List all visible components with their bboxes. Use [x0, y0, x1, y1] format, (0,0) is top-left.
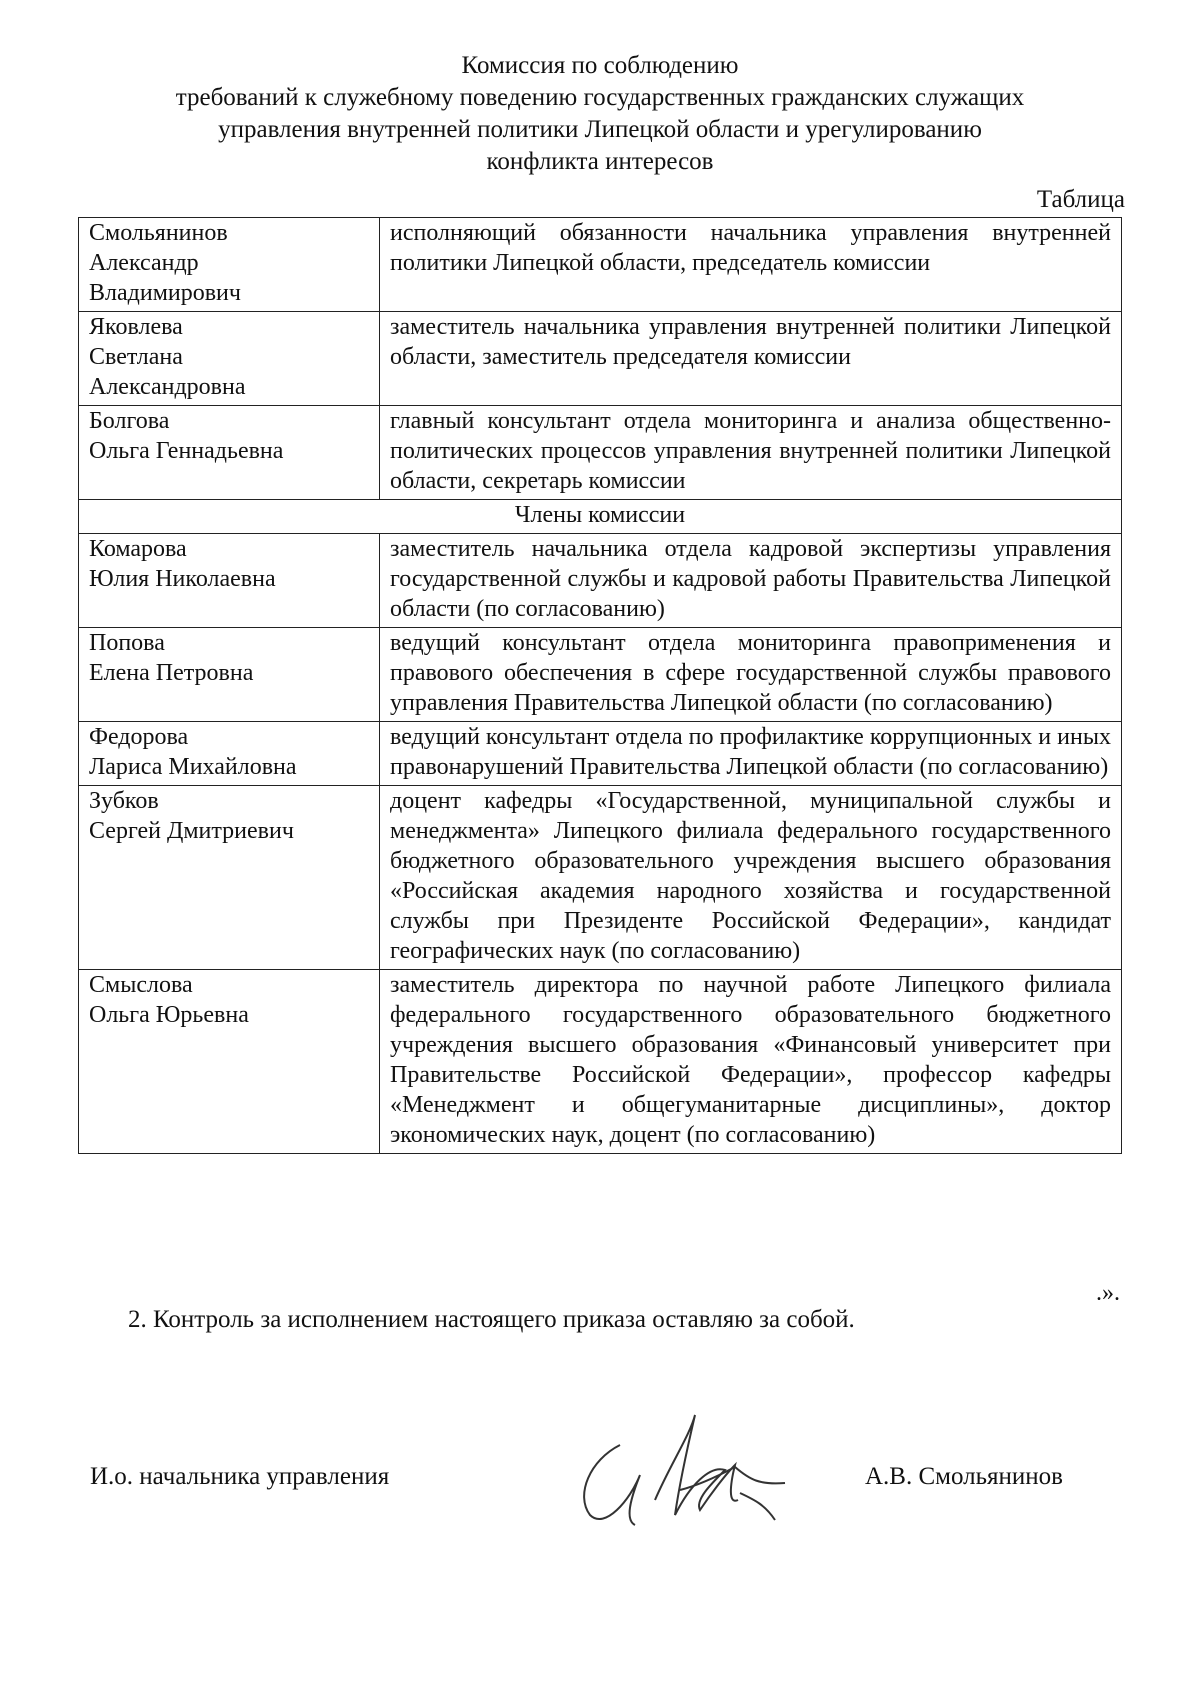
signer-name: А.В. Смольянинов — [865, 1463, 1063, 1490]
member-name: Смольянинов Александр Владимирович — [79, 218, 380, 312]
table-row — [79, 786, 1122, 970]
table-row — [79, 970, 1122, 1154]
members-heading: Члены комиссии — [79, 500, 1122, 534]
table-row — [79, 534, 1122, 628]
title-line-3: управления внутренней политики Липецкой области и урегулированию — [218, 116, 982, 143]
member-role: ведущий консультант отдела мониторинга правоприменения и правового обеспечения в сфере государственной службы правового управления Правительства Липецкой области (по согласованию) — [380, 628, 1122, 722]
member-name: Смыслова Ольга Юрьевна — [79, 970, 380, 1154]
closing-quote: .». — [1096, 1280, 1120, 1306]
document-title — [0, 50, 1200, 178]
member-role: заместитель начальника управления внутренней политики Липецкой области, заместитель председателя комиссии — [380, 312, 1122, 406]
member-role: главный консультант отдела мониторинга и анализа общественно-политических процессов управления внутренней политики Липецкой области, секретарь комиссии — [380, 406, 1122, 500]
member-name: Комарова Юлия Николаевна — [79, 534, 380, 628]
handwritten-signature — [560, 1405, 790, 1535]
member-role: исполняющий обязанности начальника управления внутренней политики Липецкой области, председатель комиссии — [380, 218, 1122, 312]
member-name: Яковлева Светлана Александровна — [79, 312, 380, 406]
member-name: Попова Елена Петровна — [79, 628, 380, 722]
member-role: заместитель начальника отдела кадровой экспертизы управления государственной службы и кадровой работы Правительства Липецкой области (по согласованию) — [380, 534, 1122, 628]
table-row — [79, 312, 1122, 406]
member-role: заместитель директора по научной работе Липецкого филиала федерального государственного образовательного бюджетного учреждения высшего образования «Финансовый университет при Правительстве Российской Федерации», профессор кафедры «Менеджмент и общегуманитарные дисциплины», доктор экономических наук, доцент (по согласованию) — [380, 970, 1122, 1154]
title-line-2: требований к служебному поведению государственных гражданских служащих — [175, 84, 1025, 111]
table-row — [79, 722, 1122, 786]
table-label: Таблица — [1036, 186, 1125, 213]
member-role: доцент кафедры «Государственной, муниципальной службы и менеджмента» Липецкого филиала федерального государственного бюджетного образовательного учреждения высшего образования «Российская академия народного хозяйства и государственной службы при Президенте Российской Федерации», кандидат географических наук (по согласованию) — [380, 786, 1122, 970]
member-name: Зубков Сергей Дмитриевич — [79, 786, 380, 970]
members-heading-row — [79, 500, 1122, 534]
commission-table — [78, 217, 1122, 1154]
title-line-1: Комиссия по соблюдению — [461, 52, 739, 79]
order-item-2: 2. Контроль за исполнением настоящего приказа оставляю за собой. — [128, 1306, 855, 1333]
table-row — [79, 218, 1122, 312]
member-role: ведущий консультант отдела по профилактике коррупционных и иных правонарушений Правительства Липецкой области (по согласованию) — [380, 722, 1122, 786]
table-row — [79, 628, 1122, 722]
signer-position: И.о. начальника управления — [90, 1463, 390, 1490]
table-row — [79, 406, 1122, 500]
title-line-4: конфликта интересов — [486, 148, 714, 175]
member-name: Федорова Лариса Михайловна — [79, 722, 380, 786]
member-name: Болгова Ольга Геннадьевна — [79, 406, 380, 500]
